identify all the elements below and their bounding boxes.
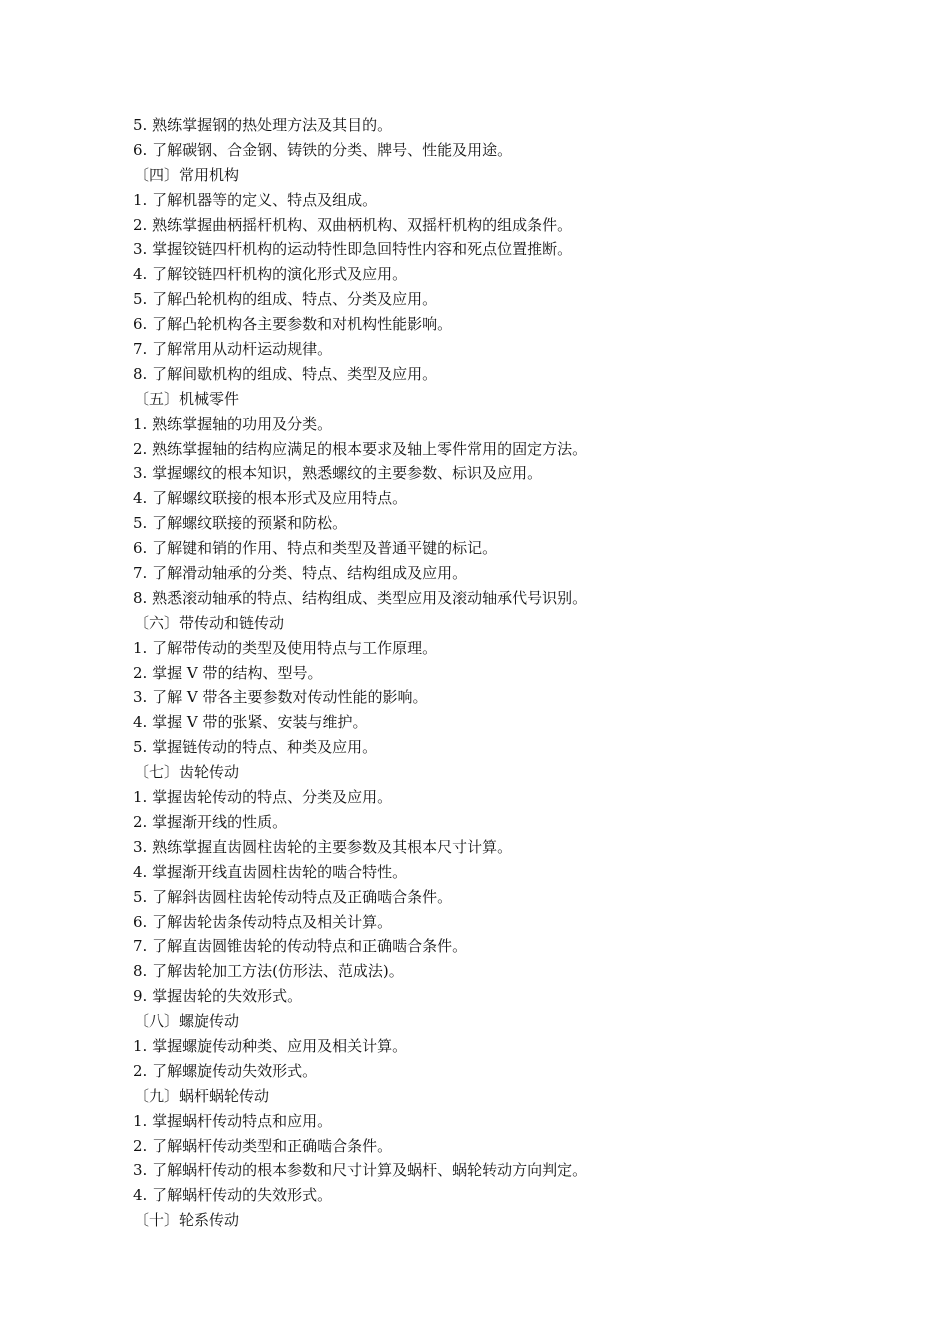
list-item: 5. 了解斜齿圆柱齿轮传动特点及正确啮合条件。	[133, 887, 453, 906]
list-item: 8. 了解齿轮加工方法(仿形法、范成法)。	[133, 962, 404, 981]
list-item: 1. 掌握蜗杆传动特点和应用。	[133, 1111, 333, 1130]
list-item: 8. 了解间歇机构的组成、特点、类型及应用。	[133, 364, 438, 383]
list-item: 8. 熟悉滚动轴承的特点、结构组成、类型应用及滚动轴承代号识别。	[133, 588, 588, 607]
list-item: 1. 了解机器等的定义、特点及组成。	[133, 190, 378, 209]
list-item: 6. 了解碳钢、合金钢、铸铁的分类、牌号、性能及用途。	[133, 140, 513, 159]
list-item: 3. 了解 V 带各主要参数对传动性能的影响。	[133, 688, 428, 707]
list-item: 1. 掌握齿轮传动的特点、分类及应用。	[133, 788, 393, 807]
list-item: 2. 掌握渐开线的性质。	[133, 812, 288, 831]
list-item: 4. 了解螺纹联接的根本形式及应用特点。	[133, 489, 408, 508]
section-heading: 〔五〕机械零件	[134, 389, 240, 408]
section-heading: 〔六〕带传动和链传动	[134, 613, 285, 632]
list-item: 7. 了解直齿圆锥齿轮的传动特点和正确啮合条件。	[133, 937, 468, 956]
list-item: 7. 了解滑动轴承的分类、特点、结构组成及应用。	[133, 564, 468, 583]
list-item: 4. 掌握 V 带的张紧、安装与维护。	[133, 713, 368, 732]
list-item: 5. 掌握链传动的特点、种类及应用。	[133, 738, 378, 757]
list-item: 2. 熟练掌握曲柄摇杆机构、双曲柄机构、双摇杆机构的组成条件。	[133, 215, 573, 234]
section-heading: 〔四〕常用机构	[134, 165, 240, 184]
list-item: 4. 掌握渐开线直齿圆柱齿轮的啮合特性。	[133, 862, 408, 881]
list-item: 1. 熟练掌握轴的功用及分类。	[133, 414, 333, 433]
section-heading: 〔七〕齿轮传动	[134, 763, 240, 782]
list-item: 4. 了解铰链四杆机构的演化形式及应用。	[133, 265, 408, 284]
list-item: 1. 掌握螺旋传动种类、应用及相关计算。	[133, 1036, 408, 1055]
list-item: 2. 了解蜗杆传动类型和正确啮合条件。	[133, 1136, 393, 1155]
list-item: 5. 了解螺纹联接的预紧和防松。	[133, 514, 348, 533]
list-item: 7. 了解常用从动杆运动规律。	[133, 340, 333, 359]
list-item: 3. 掌握铰链四杆机构的运动特性即急回特性内容和死点位置推断。	[133, 240, 573, 259]
list-item: 2. 熟练掌握轴的结构应满足的根本要求及轴上零件常用的固定方法。	[133, 439, 588, 458]
list-item: 3. 熟练掌握直齿圆柱齿轮的主要参数及其根本尺寸计算。	[133, 837, 513, 856]
list-item: 5. 熟练掌握钢的热处理方法及其目的。	[133, 116, 393, 134]
list-item: 3. 掌握螺纹的根本知识，熟悉螺纹的主要参数、标识及应用。	[133, 464, 543, 483]
list-item: 6. 了解齿轮齿条传动特点及相关计算。	[133, 912, 393, 931]
list-item: 2. 了解螺旋传动失效形式。	[133, 1061, 318, 1080]
list-item: 3. 了解蜗杆传动的根本参数和尺寸计算及蜗杆、蜗轮转动方向判定。	[133, 1161, 588, 1180]
list-item: 6. 了解凸轮机构各主要参数和对机构性能影响。	[133, 315, 453, 334]
list-item: 2. 掌握 V 带的结构、型号。	[133, 663, 323, 682]
list-item: 9. 掌握齿轮的失效形式。	[133, 987, 303, 1006]
list-item: 4. 了解蜗杆传动的失效形式。	[133, 1186, 333, 1205]
list-item: 5. 了解凸轮机构的组成、特点、分类及应用。	[133, 290, 438, 309]
document-body	[133, 113, 833, 1233]
list-item: 6. 了解键和销的作用、特点和类型及普通平键的标记。	[133, 539, 498, 558]
section-heading: 〔十〕轮系传动	[134, 1211, 240, 1230]
list-item: 1. 了解带传动的类型及使用特点与工作原理。	[133, 638, 438, 657]
section-heading: 〔九〕蜗杆蜗轮传动	[134, 1086, 270, 1105]
section-heading: 〔八〕螺旋传动	[134, 1012, 240, 1031]
